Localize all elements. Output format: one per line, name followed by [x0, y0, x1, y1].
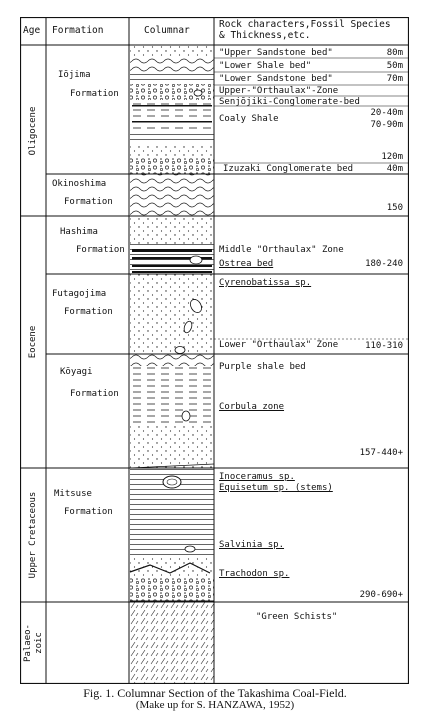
- age-upper-cretaceous: Upper Cretaceous: [28, 491, 38, 579]
- thk-koyagi: 157-440+: [359, 448, 403, 458]
- columnar-fills: [130, 46, 214, 683]
- formation-mitsuse-word: Formation: [64, 507, 113, 517]
- rock-senjojiki: Senjōjiki-Conglomerate-bed: [219, 97, 360, 107]
- formation-koyagi-word: Formation: [70, 389, 119, 399]
- rock-corbula: Corbula zone: [219, 402, 285, 412]
- header-rock-line1: Rock characters,Fossil Species: [219, 19, 391, 30]
- rock-salvinia: Salvinia sp.: [219, 540, 285, 550]
- rock-upper-orthaulax: Upper-"Orthaulax"-Zone: [219, 86, 339, 96]
- rock-inoceramus: Inoceramus sp.: [219, 472, 295, 482]
- formation-mitsuse: Mitsuse: [54, 489, 92, 499]
- formation-futagojima-word: Formation: [64, 307, 113, 317]
- header-formation: Formation: [52, 25, 104, 36]
- figure-caption-sub: (Make up for S. HANZAWA, 1952): [135, 699, 295, 711]
- formation-futagojima: Futagojima: [52, 289, 107, 299]
- age-palaeozoic-line1: Palaeo-: [23, 624, 33, 662]
- rock-ostrea: Ostrea bed: [219, 259, 274, 269]
- rock-equisetum: Equisetum sp. (stems): [219, 483, 333, 493]
- figure-caption: Fig. 1. Columnar Section of the Takashima Coal-Field.: [83, 686, 347, 700]
- columnar-section-table: [20, 17, 409, 684]
- thk-okinoshima: 150: [386, 203, 403, 213]
- rock-middle-orthaulax: Middle "Orthaulax" Zone: [219, 245, 344, 255]
- thk-izuzaki: 40m: [386, 164, 403, 174]
- formation-okinoshima-word: Formation: [64, 197, 113, 207]
- thk-upper-sandstone: 80m: [386, 48, 403, 58]
- thk-lower-sandstone: 70m: [386, 74, 403, 84]
- rock-izuzaki: Izuzaki Conglomerate bed: [223, 164, 354, 174]
- formation-hashima: Hashima: [60, 227, 98, 237]
- rock-lower-sandstone: "Lower Sandstone bed": [219, 74, 333, 84]
- header-columnar: Columnar: [144, 25, 190, 36]
- rock-upper-sandstone: "Upper Sandstone bed": [219, 48, 333, 58]
- table-grid: [20, 17, 409, 684]
- header-rock-line2: & Thickness,etc.: [219, 30, 311, 41]
- thk-hashima: 180-240: [365, 259, 403, 269]
- formation-okinoshima: Okinoshima: [52, 179, 107, 189]
- formation-koyagi: Kōyagi: [60, 367, 93, 377]
- rock-trachodon: Trachodon sp.: [219, 569, 290, 579]
- age-eocene: Eocene: [28, 325, 38, 359]
- rock-lower-orthaulax: Lower "Orthaulax" Zone: [219, 340, 339, 350]
- rock-coaly-shale: Coaly Shale: [219, 114, 279, 124]
- rock-green-schists: "Green Schists": [256, 612, 338, 622]
- thk-lower-shale: 50m: [386, 61, 403, 71]
- formation-iojima-word: Formation: [70, 89, 119, 99]
- rock-lower-shale: "Lower Shale bed": [219, 61, 312, 71]
- thk-coaly-2: 70-90m: [370, 120, 403, 130]
- formation-iojima: Iōjima: [58, 70, 91, 80]
- header-age: Age: [23, 25, 41, 36]
- thk-mitsuse: 290-690+: [359, 590, 403, 600]
- thk-iojima-total: 120m: [381, 152, 403, 162]
- thk-futagojima: 110-310: [365, 341, 403, 351]
- rock-cyrenobatissa: Cyrenobatissa sp.: [219, 278, 312, 288]
- rock-purple-shale: Purple shale bed: [219, 362, 306, 372]
- thk-coaly-1: 20-40m: [370, 108, 403, 118]
- age-oligocene: Oligocene: [28, 106, 38, 156]
- age-palaeozoic-line2: zoic: [34, 632, 44, 654]
- formation-hashima-word: Formation: [76, 245, 125, 255]
